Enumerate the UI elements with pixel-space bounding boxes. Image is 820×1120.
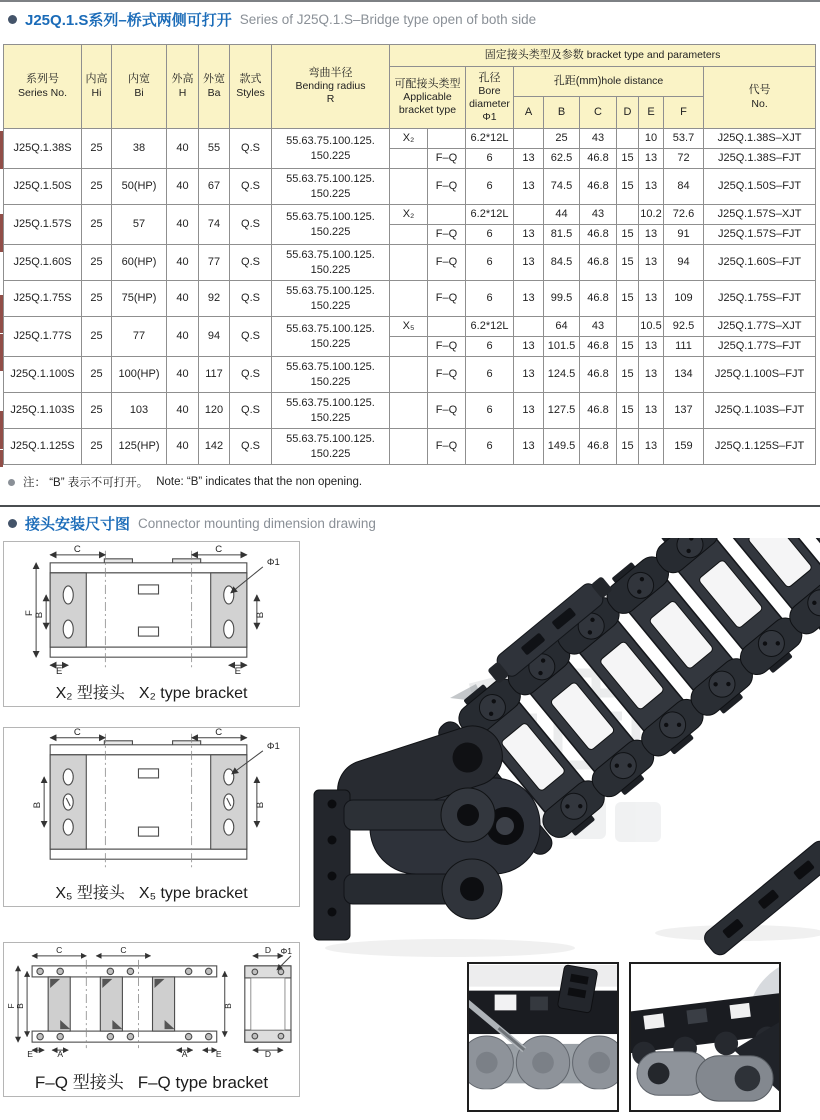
cell-styles: Q.S bbox=[230, 429, 272, 465]
cell-d: 15 bbox=[617, 337, 639, 357]
chain-detail-photo-1 bbox=[469, 964, 617, 1110]
cell-radius: 55.63.75.100.125. 150.225 bbox=[272, 429, 390, 465]
cell-e: 10.2 bbox=[639, 205, 664, 225]
cell-h: 40 bbox=[167, 281, 199, 317]
cell-c: 46.8 bbox=[580, 245, 617, 281]
cell-c: 46.8 bbox=[580, 149, 617, 169]
page-title-en: Series of J25Q.1.S–Bridge type open of both side bbox=[239, 12, 537, 27]
cell-bore: 6 bbox=[466, 337, 514, 357]
cell-bracket-x bbox=[390, 225, 428, 245]
cell-no: J25Q.1.60S–FJT bbox=[704, 245, 816, 281]
cell-bi: 38 bbox=[112, 129, 167, 169]
cell-c: 46.8 bbox=[580, 337, 617, 357]
cell-a: 13 bbox=[514, 225, 544, 245]
cell-a: 13 bbox=[514, 337, 544, 357]
cell-hi: 25 bbox=[82, 205, 112, 245]
cell-ba: 74 bbox=[199, 205, 230, 245]
cell-ba: 55 bbox=[199, 129, 230, 169]
cell-f: 134 bbox=[664, 357, 704, 393]
table-row bbox=[4, 205, 816, 225]
cell-e: 13 bbox=[639, 281, 664, 317]
x5-bracket-drawing bbox=[4, 728, 297, 876]
cell-d: 15 bbox=[617, 357, 639, 393]
cell-styles: Q.S bbox=[230, 393, 272, 429]
cell-series: J25Q.1.77S bbox=[4, 317, 82, 357]
col-e: E bbox=[639, 97, 664, 129]
cell-hi: 25 bbox=[82, 169, 112, 205]
cell-hi: 25 bbox=[82, 393, 112, 429]
cell-b: 124.5 bbox=[544, 357, 580, 393]
cell-h: 40 bbox=[167, 169, 199, 205]
cell-styles: Q.S bbox=[230, 129, 272, 169]
cell-bracket-x bbox=[390, 429, 428, 465]
cell-h: 40 bbox=[167, 129, 199, 169]
cell-bracket-fq: F–Q bbox=[428, 281, 466, 317]
dim-label: C bbox=[73, 728, 81, 738]
table-row bbox=[4, 129, 816, 149]
table-row bbox=[4, 245, 816, 281]
cell-no: J25Q.1.57S–FJT bbox=[704, 225, 816, 245]
note bbox=[8, 474, 362, 490]
page-title-zh: J25Q.1.S系列–桥式两侧可打开 bbox=[25, 12, 232, 29]
table-row bbox=[4, 393, 816, 429]
cell-f: 72 bbox=[664, 149, 704, 169]
cell-no: J25Q.1.125S–FJT bbox=[704, 429, 816, 465]
drawing-caption: F–Q 型接头 F–Q type bracket bbox=[34, 1073, 269, 1092]
cell-bi: 57 bbox=[112, 205, 167, 245]
page-top-rule bbox=[0, 0, 820, 2]
section-title-en: Connector mounting dimension drawing bbox=[138, 516, 376, 531]
cell-b: 149.5 bbox=[544, 429, 580, 465]
cell-bracket-fq: F–Q bbox=[428, 393, 466, 429]
dim-label: C bbox=[120, 944, 127, 955]
cell-styles: Q.S bbox=[230, 317, 272, 357]
cell-h: 40 bbox=[167, 357, 199, 393]
cell-no: J25Q.1.100S–FJT bbox=[704, 357, 816, 393]
cell-series: J25Q.1.103S bbox=[4, 393, 82, 429]
cell-bore: 6 bbox=[466, 169, 514, 205]
dim-label: E bbox=[56, 666, 63, 676]
table-row bbox=[4, 429, 816, 465]
cell-styles: Q.S bbox=[230, 357, 272, 393]
cell-bore: 6 bbox=[466, 149, 514, 169]
cell-ba: 77 bbox=[199, 245, 230, 281]
cell-f: 137 bbox=[664, 393, 704, 429]
cell-d: 15 bbox=[617, 281, 639, 317]
cell-radius: 55.63.75.100.125. 150.225 bbox=[272, 393, 390, 429]
cell-styles: Q.S bbox=[230, 245, 272, 281]
cell-e: 13 bbox=[639, 225, 664, 245]
cell-d bbox=[617, 205, 639, 225]
dim-label: F bbox=[24, 610, 36, 616]
cell-f: 91 bbox=[664, 225, 704, 245]
cell-bore: 6.2*12L bbox=[466, 317, 514, 337]
cell-a: 13 bbox=[514, 357, 544, 393]
cell-e: 13 bbox=[639, 245, 664, 281]
cell-d: 15 bbox=[617, 225, 639, 245]
x2-bracket-drawing bbox=[4, 542, 297, 676]
cell-bracket-fq: F–Q bbox=[428, 225, 466, 245]
cell-no: J25Q.1.50S–FJT bbox=[704, 169, 816, 205]
cell-b: 64 bbox=[544, 317, 580, 337]
bullet-icon bbox=[8, 479, 15, 486]
cell-f: 111 bbox=[664, 337, 704, 357]
dim-label: E bbox=[215, 1049, 222, 1060]
table-row bbox=[4, 169, 816, 205]
cell-series: J25Q.1.38S bbox=[4, 129, 82, 169]
cell-e: 10 bbox=[639, 129, 664, 149]
cell-series: J25Q.1.60S bbox=[4, 245, 82, 281]
cell-b: 127.5 bbox=[544, 393, 580, 429]
cell-ba: 120 bbox=[199, 393, 230, 429]
cell-no: J25Q.1.75S–FJT bbox=[704, 281, 816, 317]
bullet-icon bbox=[8, 519, 17, 528]
col-h: 外高 H bbox=[167, 45, 199, 129]
cell-no: J25Q.1.77S–XJT bbox=[704, 317, 816, 337]
cell-bore: 6.2*12L bbox=[466, 205, 514, 225]
dim-label: Φ1 bbox=[266, 740, 280, 752]
cell-bore: 6 bbox=[466, 281, 514, 317]
cell-series: J25Q.1.100S bbox=[4, 357, 82, 393]
cell-bore: 6 bbox=[466, 393, 514, 429]
cell-bi: 60(HP) bbox=[112, 245, 167, 281]
open-bracket bbox=[557, 965, 598, 1014]
cell-bracket-x bbox=[390, 393, 428, 429]
col-no: 代号 No. bbox=[704, 67, 816, 129]
cell-a: 13 bbox=[514, 429, 544, 465]
dim-label: E bbox=[27, 1049, 33, 1060]
cell-radius: 55.63.75.100.125. 150.225 bbox=[272, 129, 390, 169]
col-ba: 外宽 Ba bbox=[199, 45, 230, 129]
cell-series: J25Q.1.125S bbox=[4, 429, 82, 465]
col-hi: 内高 Hi bbox=[82, 45, 112, 129]
cell-a bbox=[514, 205, 544, 225]
cell-bi: 100(HP) bbox=[112, 357, 167, 393]
cell-bracket-x bbox=[390, 357, 428, 393]
cell-bracket-x: X₂ bbox=[390, 205, 428, 225]
cell-bracket-fq: F–Q bbox=[428, 149, 466, 169]
dim-label: B bbox=[222, 1003, 233, 1009]
cell-bracket-fq: F–Q bbox=[428, 337, 466, 357]
cell-bracket-x bbox=[390, 169, 428, 205]
cell-radius: 55.63.75.100.125. 150.225 bbox=[272, 205, 390, 245]
cell-ba: 94 bbox=[199, 317, 230, 357]
cell-ba: 67 bbox=[199, 169, 230, 205]
cell-c: 46.8 bbox=[580, 225, 617, 245]
cell-hi: 25 bbox=[82, 317, 112, 357]
bullet-icon bbox=[8, 15, 17, 24]
cell-bi: 103 bbox=[112, 393, 167, 429]
cell-bracket-fq bbox=[428, 317, 466, 337]
cell-h: 40 bbox=[167, 393, 199, 429]
dim-label: B bbox=[254, 611, 266, 619]
cell-c: 43 bbox=[580, 129, 617, 149]
cell-f: 94 bbox=[664, 245, 704, 281]
cell-f: 159 bbox=[664, 429, 704, 465]
cell-h: 40 bbox=[167, 245, 199, 281]
cell-a: 13 bbox=[514, 169, 544, 205]
cell-d bbox=[617, 317, 639, 337]
cell-a: 13 bbox=[514, 281, 544, 317]
cell-ba: 92 bbox=[199, 281, 230, 317]
cell-e: 13 bbox=[639, 357, 664, 393]
section-divider bbox=[0, 505, 820, 507]
col-bracket: 可配接头类型 Applicable bracket type bbox=[390, 67, 466, 129]
drawing-box-x2 bbox=[3, 541, 300, 707]
cell-bracket-x: X₂ bbox=[390, 129, 428, 149]
cell-b: 44 bbox=[544, 205, 580, 225]
cell-series: J25Q.1.50S bbox=[4, 169, 82, 205]
cell-radius: 55.63.75.100.125. 150.225 bbox=[272, 169, 390, 205]
cell-d: 15 bbox=[617, 393, 639, 429]
col-group: 固定接头类型及参数 bracket type and parameters bbox=[390, 45, 816, 67]
cell-b: 84.5 bbox=[544, 245, 580, 281]
dim-label: E bbox=[234, 666, 241, 676]
cell-d bbox=[617, 129, 639, 149]
col-a: A bbox=[514, 97, 544, 129]
table-row bbox=[4, 357, 816, 393]
dim-label: B bbox=[15, 1003, 26, 1009]
cell-hi: 25 bbox=[82, 429, 112, 465]
cell-d: 15 bbox=[617, 245, 639, 281]
cell-d: 15 bbox=[617, 169, 639, 205]
cell-bore: 6 bbox=[466, 225, 514, 245]
col-radius: 弯曲半径 Bending radius R bbox=[272, 45, 390, 129]
cell-a bbox=[514, 129, 544, 149]
cell-e: 13 bbox=[639, 169, 664, 205]
col-series: 系列号 Series No. bbox=[4, 45, 82, 129]
cell-c: 46.8 bbox=[580, 429, 617, 465]
cell-bracket-x bbox=[390, 245, 428, 281]
cell-hi: 25 bbox=[82, 129, 112, 169]
cell-d: 15 bbox=[617, 149, 639, 169]
cell-bracket-fq: F–Q bbox=[428, 429, 466, 465]
col-bi: 内宽 Bi bbox=[112, 45, 167, 129]
cell-hi: 25 bbox=[82, 281, 112, 317]
cell-b: 81.5 bbox=[544, 225, 580, 245]
dim-label: B bbox=[254, 801, 266, 809]
dim-label: D bbox=[264, 944, 271, 955]
cell-series: J25Q.1.75S bbox=[4, 281, 82, 317]
col-b: B bbox=[544, 97, 580, 129]
dim-label: A bbox=[57, 1049, 64, 1060]
cell-radius: 55.63.75.100.125. 150.225 bbox=[272, 317, 390, 357]
cell-c: 46.8 bbox=[580, 357, 617, 393]
cell-bracket-x bbox=[390, 281, 428, 317]
dim-label: B bbox=[34, 611, 46, 619]
cell-bore: 6 bbox=[466, 429, 514, 465]
col-f: F bbox=[664, 97, 704, 129]
cell-ba: 142 bbox=[199, 429, 230, 465]
cell-a bbox=[514, 317, 544, 337]
cell-a: 13 bbox=[514, 393, 544, 429]
cell-ba: 117 bbox=[199, 357, 230, 393]
cell-bracket-x bbox=[390, 149, 428, 169]
header-row bbox=[4, 45, 816, 67]
cell-f: 92.5 bbox=[664, 317, 704, 337]
cell-c: 43 bbox=[580, 205, 617, 225]
cell-no: J25Q.1.38S–FJT bbox=[704, 149, 816, 169]
table-row bbox=[4, 281, 816, 317]
dim-label: B bbox=[32, 801, 44, 809]
cell-bi: 50(HP) bbox=[112, 169, 167, 205]
cell-e: 10.5 bbox=[639, 317, 664, 337]
drawing-box-fq bbox=[3, 942, 300, 1097]
dim-label: C bbox=[56, 944, 63, 955]
spec-table bbox=[3, 44, 816, 465]
note-en: Note: “B” indicates that the non opening. bbox=[156, 476, 363, 488]
cell-b: 99.5 bbox=[544, 281, 580, 317]
cell-h: 40 bbox=[167, 205, 199, 245]
cell-bracket-fq bbox=[428, 205, 466, 225]
cell-bracket-x bbox=[390, 337, 428, 357]
cell-b: 62.5 bbox=[544, 149, 580, 169]
cell-e: 13 bbox=[639, 337, 664, 357]
cell-bore: 6 bbox=[466, 357, 514, 393]
page-title bbox=[8, 9, 536, 30]
cell-c: 46.8 bbox=[580, 169, 617, 205]
cell-f: 72.6 bbox=[664, 205, 704, 225]
cell-d: 15 bbox=[617, 429, 639, 465]
cell-b: 101.5 bbox=[544, 337, 580, 357]
cell-a: 13 bbox=[514, 149, 544, 169]
drawing-caption: X₅ 型接头 X₅ type bracket bbox=[55, 885, 248, 902]
cell-c: 46.8 bbox=[580, 281, 617, 317]
cell-h: 40 bbox=[167, 317, 199, 357]
cell-bracket-fq bbox=[428, 129, 466, 149]
cell-no: J25Q.1.103S–FJT bbox=[704, 393, 816, 429]
cell-bracket-fq: F–Q bbox=[428, 245, 466, 281]
col-c: C bbox=[580, 97, 617, 129]
cell-no: J25Q.1.57S–XJT bbox=[704, 205, 816, 225]
dim-label: C bbox=[215, 543, 223, 555]
drawing-caption: X₂ 型接头 X₂ type bracket bbox=[55, 685, 248, 702]
cell-styles: Q.S bbox=[230, 205, 272, 245]
cell-e: 13 bbox=[639, 149, 664, 169]
cell-b: 74.5 bbox=[544, 169, 580, 205]
cell-radius: 55.63.75.100.125. 150.225 bbox=[272, 357, 390, 393]
dim-label: C bbox=[215, 728, 223, 738]
cell-f: 109 bbox=[664, 281, 704, 317]
cell-c: 46.8 bbox=[580, 393, 617, 429]
cell-radius: 55.63.75.100.125. 150.225 bbox=[272, 281, 390, 317]
dim-label: C bbox=[73, 543, 81, 555]
cell-series: J25Q.1.57S bbox=[4, 205, 82, 245]
cell-bi: 75(HP) bbox=[112, 281, 167, 317]
dim-label: A bbox=[181, 1049, 188, 1060]
note-zh: 注： “B” 表示不可打开。 bbox=[23, 477, 149, 489]
cell-f: 53.7 bbox=[664, 129, 704, 149]
col-styles: 款式 Styles bbox=[230, 45, 272, 129]
fq-bracket-drawing bbox=[4, 943, 297, 1061]
cell-c: 43 bbox=[580, 317, 617, 337]
cell-a: 13 bbox=[514, 245, 544, 281]
cell-styles: Q.S bbox=[230, 281, 272, 317]
dim-label: Φ1 bbox=[266, 556, 280, 568]
drawing-box-x5 bbox=[3, 727, 300, 907]
cell-bracket-x: X₅ bbox=[390, 317, 428, 337]
photo-detail-2 bbox=[629, 962, 781, 1112]
cell-bore: 6.2*12L bbox=[466, 129, 514, 149]
dim-label: D bbox=[264, 1049, 271, 1060]
cell-h: 40 bbox=[167, 429, 199, 465]
col-d: D bbox=[617, 97, 639, 129]
cell-bi: 125(HP) bbox=[112, 429, 167, 465]
cell-bracket-fq: F–Q bbox=[428, 169, 466, 205]
dim-label: Φ1 bbox=[280, 945, 292, 956]
cell-hi: 25 bbox=[82, 357, 112, 393]
product-photo bbox=[300, 538, 820, 962]
photo-detail-1 bbox=[467, 962, 619, 1112]
cell-hi: 25 bbox=[82, 245, 112, 281]
table-row bbox=[4, 317, 816, 337]
cell-f: 84 bbox=[664, 169, 704, 205]
col-hole-distance: 孔距(mm)hole distance bbox=[514, 67, 704, 97]
col-bore: 孔径 Bore diameter Φ1 bbox=[466, 67, 514, 129]
cell-b: 25 bbox=[544, 129, 580, 149]
section-title-zh: 接头安装尺寸图 bbox=[25, 516, 131, 533]
cell-e: 13 bbox=[639, 429, 664, 465]
cell-styles: Q.S bbox=[230, 169, 272, 205]
cell-no: J25Q.1.38S–XJT bbox=[704, 129, 816, 149]
cell-bore: 6 bbox=[466, 245, 514, 281]
dim-label: F bbox=[6, 1003, 17, 1009]
drag-chain-photo bbox=[300, 538, 820, 962]
cell-bracket-fq: F–Q bbox=[428, 357, 466, 393]
section-title-mounting bbox=[8, 513, 376, 534]
cell-radius: 55.63.75.100.125. 150.225 bbox=[272, 245, 390, 281]
cell-e: 13 bbox=[639, 393, 664, 429]
chain-detail-photo-2 bbox=[631, 964, 779, 1110]
cell-bi: 77 bbox=[112, 317, 167, 357]
cell-no: J25Q.1.77S–FJT bbox=[704, 337, 816, 357]
